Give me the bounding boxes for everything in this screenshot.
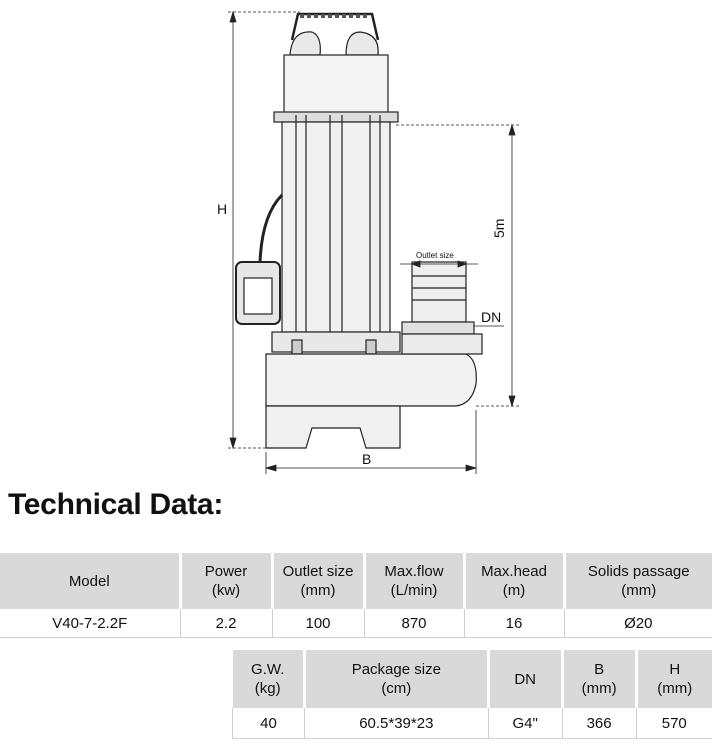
dim-dn-label: DN — [481, 309, 502, 325]
header-max-flow: Max.flow (L/min) — [364, 553, 464, 609]
cell-model: V40-7-2.2F — [0, 609, 180, 638]
header-power: Power (kw) — [180, 553, 272, 609]
cell-dn: G4" — [488, 708, 562, 739]
cell-package-size: 60.5*39*23 — [304, 708, 488, 739]
table-row — [0, 609, 712, 638]
cell-solids-passage: Ø20 — [564, 609, 712, 638]
cell-power: 2.2 — [180, 609, 272, 638]
header-model: Model — [0, 553, 180, 609]
table-header-row — [0, 553, 712, 609]
dim-outlet-label: Outlet size — [416, 251, 454, 260]
header-package-size: Package size (cm) — [304, 650, 488, 708]
technical-data-heading: Technical Data: — [8, 488, 224, 521]
header-gw: G.W. (kg) — [233, 650, 305, 708]
cell-max-head: 16 — [464, 609, 564, 638]
dim-5m-label: 5m — [491, 218, 507, 238]
outlet-pipe — [412, 262, 466, 322]
cell-b: 366 — [562, 708, 636, 739]
cell-max-flow: 870 — [364, 609, 464, 638]
cell-h: 570 — [636, 708, 712, 739]
cell-gw: 40 — [233, 708, 305, 739]
cable-gland-left — [290, 32, 320, 55]
spec-table-main — [0, 553, 712, 638]
cable-gland-right — [346, 32, 378, 55]
pump-volute — [266, 354, 476, 406]
motor-body — [282, 122, 390, 332]
table-row — [233, 708, 712, 739]
dim-b-label: B — [362, 451, 372, 467]
header-max-head: Max.head (m) — [464, 553, 564, 609]
cell-outlet-size: 100 — [272, 609, 364, 638]
dim-h-label: H — [217, 201, 228, 217]
header-b: B (mm) — [562, 650, 636, 708]
spec-table-package — [232, 650, 712, 739]
header-solids-passage: Solids passage (mm) — [564, 553, 712, 609]
header-outlet-size: Outlet size (mm) — [272, 553, 364, 609]
header-dn: DN — [488, 650, 562, 708]
motor-cap — [284, 55, 388, 113]
table-header-row — [233, 650, 712, 708]
float-cable — [260, 195, 282, 262]
header-h: H (mm) — [636, 650, 712, 708]
pump-base — [266, 406, 400, 448]
